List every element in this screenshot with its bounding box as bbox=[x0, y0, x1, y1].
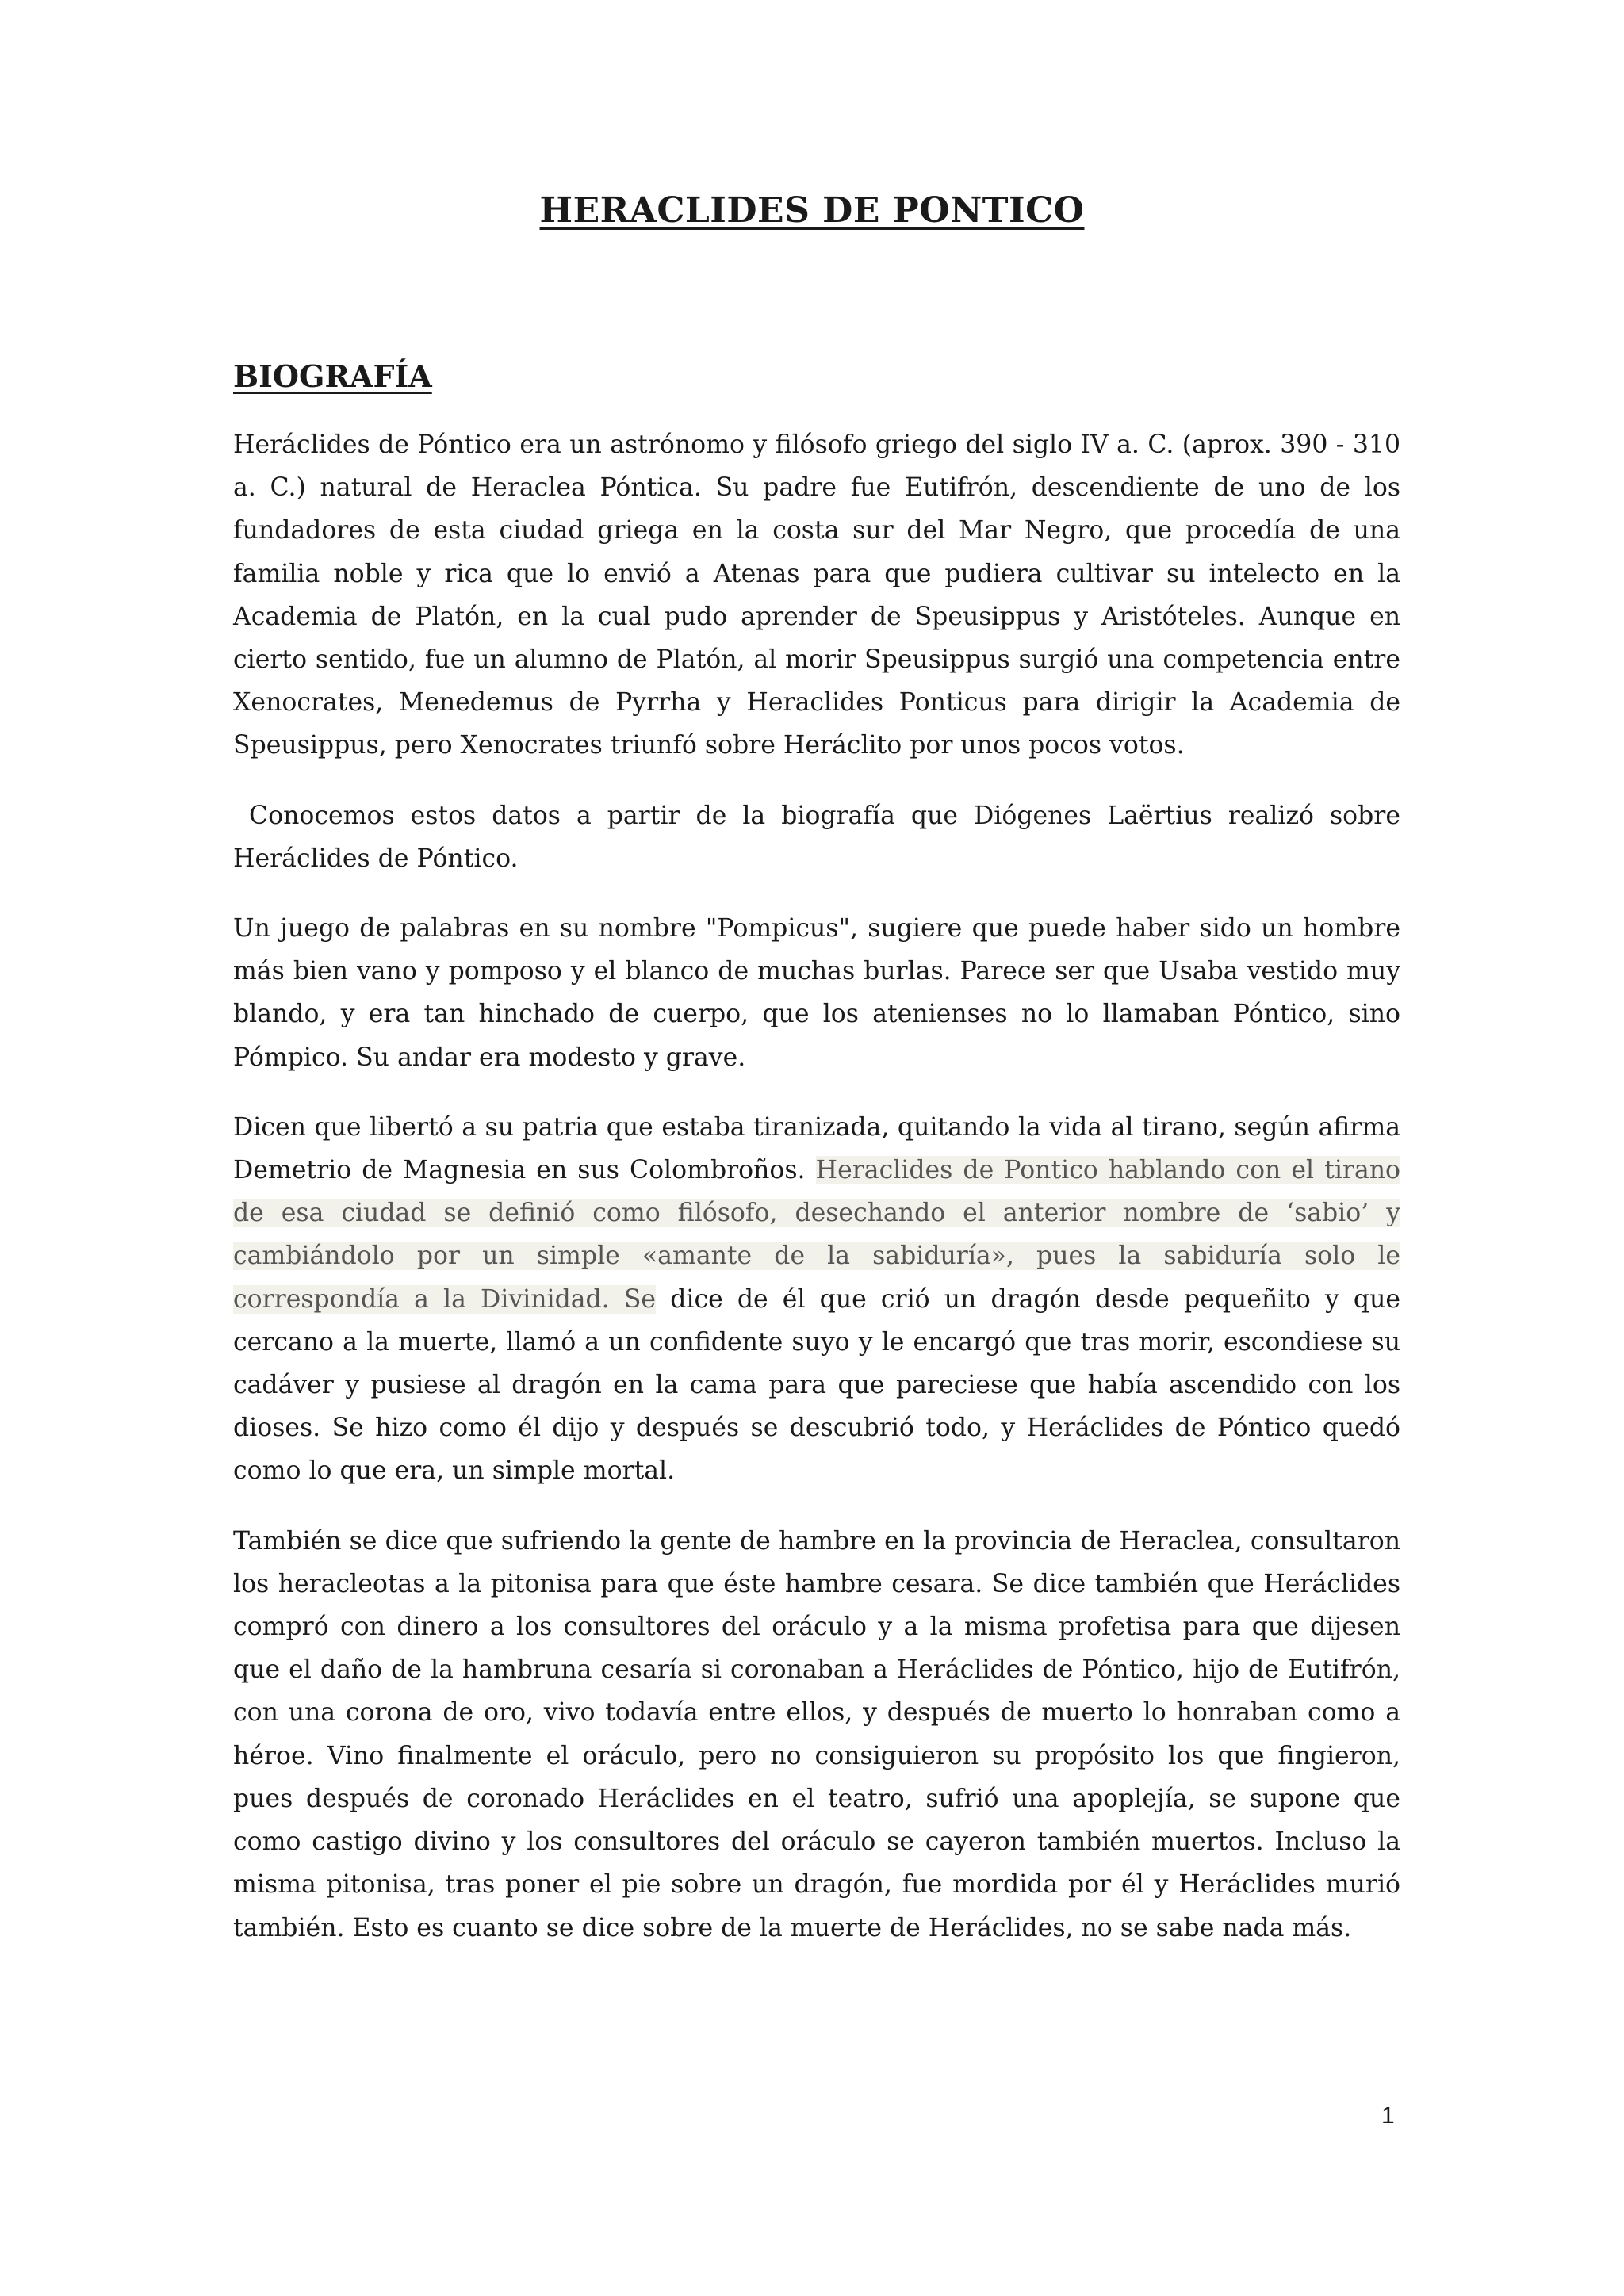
document-body bbox=[233, 423, 1400, 1976]
paragraph-2 bbox=[233, 794, 1400, 880]
paragraph-4-end: dice de él que crió un dragón desde pequeñito y que cercano a la muerte, llamó a un confidente suyo y le encargó que tras morir, escondiese su cadáver y pusiese al dragón en la cama para que pareciese que había ascendido con los dioses. Se hizo como él dijo y después se descubrió todo, y Heráclides de Póntico quedó como lo que era, un simple mortal. bbox=[233, 1284, 1400, 1486]
paragraph-1: Heráclides de Póntico era un astrónomo y filósofo griego del siglo IV a. C. (aprox. 390 - 310 a. C.) natural de Heraclea Póntica. Su padre fue Eutifrón, descendiente de uno de los fundadores de esta ciudad griega en la costa sur del Mar Negro, que procedía de una familia noble y rica que lo envió a Atenas para que pudiera cultivar su intelecto en la Academia de Platón, en la cual pudo aprender de Speusippus y Aristóteles. Aunque en cierto sentido, fue un alumno de Platón, al morir Speusippus surgió una competencia entre Xenocrates, Menedemus de Pyrrha y Heraclides Ponticus para dirigir la Academia de Speusippus, pero Xenocrates triunfó sobre Heráclito por unos pocos votos. bbox=[233, 430, 1400, 760]
paragraph-5: También se dice que sufriendo la gente de hambre en la provincia de Heraclea, consultaron los heracleotas a la pitonisa para que éste hambre cesara. Se dice también que Heráclides compró con dinero a los consultores del oráculo y a la misma profetisa para que dijesen que el daño de la hambruna cesaría si coronaban a Heráclides de Póntico, hijo de Eutifrón, con una corona de oro, vivo todavía entre ellos, y después de muerto lo honraban como a héroe. Vino finalmente el oráculo, pero no consiguieron su propósito los que fingieron, pues después de coronado Heráclides en el teatro, sufrió una apoplejía, se supone que como castigo divino y los consultores del oráculo se cayeron también muertos. Incluso la misma pitonisa, tras poner el pie sobre un dragón, fue mordida por él y Heráclides murió también. Esto es cuanto se dice sobre de la muerte de Heráclides, no se sabe nada más. bbox=[233, 1526, 1400, 1942]
paragraph-4 bbox=[233, 1106, 1400, 1493]
paragraph-4-start: Dicen que libertó a su patria que estaba tiranizada, quitando la vida al tirano, según afirma Demetrio de Magnesia en sus Colombroños. bbox=[233, 1112, 1400, 1185]
paragraph-2-text: Conocemos estos datos a partir de la biografía que Diógenes Laërtius realizó sobre Heráclides de Póntico. bbox=[233, 801, 1401, 873]
paragraph-3: Un juego de palabras en su nombre "Pompicus", sugiere que puede haber sido un hombre más bien vano y pomposo y el blanco de muchas burlas. Parece ser que Usaba vestido muy blando, y era tan hinchado de cuerpo, que los atenienses no lo llamaban Póntico, sino Pómpico. Su andar era modesto y grave. bbox=[233, 914, 1400, 1072]
document-title: HERACLIDES DE PONTICO bbox=[539, 190, 1085, 231]
page-number: 1 bbox=[1381, 2103, 1395, 2129]
section-heading-biografia: BIOGRAFÍA bbox=[233, 358, 432, 394]
highlighted-passage: Heraclides de Pontico hablando con el tirano de esa ciudad se definió como filósofo, desechando el anterior nombre de ‘sabio’ y cambiándolo por un simple «amante de la sabiduría», pues la sabiduría solo le correspondía a la Divinidad. Se bbox=[233, 1156, 1400, 1314]
